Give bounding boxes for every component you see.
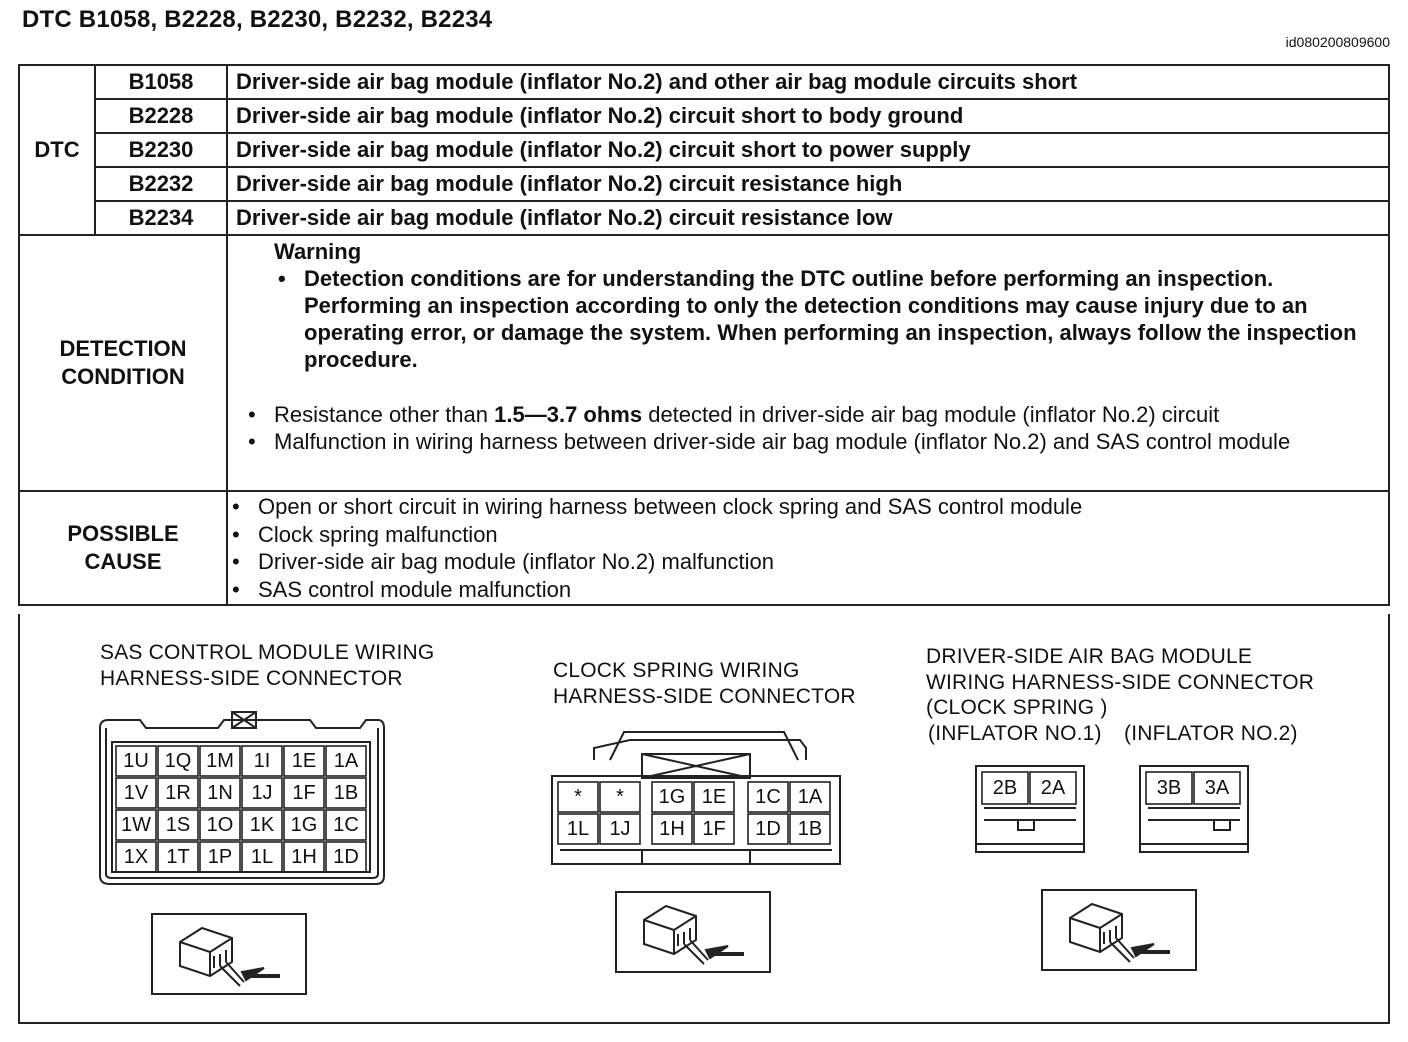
clock-connector-caption: CLOCK SPRING WIRING (553, 659, 800, 682)
sas-pin: 1K (249, 814, 275, 836)
inflator2-pin: 3A (1204, 777, 1230, 799)
sas-pin: 1O (206, 814, 234, 836)
cause-item: • Clock spring malfunction (228, 521, 1388, 549)
cause-list (228, 493, 1388, 603)
clock-pin: 1C (755, 786, 781, 808)
inflator1-pin: 2B (992, 777, 1018, 799)
dtc-description: Driver-side air bag module (inflator No.2) and other air bag module circuits short (227, 65, 1389, 99)
detection-label-line2: CONDITION (61, 364, 185, 389)
clock-pin: 1B (797, 818, 823, 840)
inflator1-label: (INFLATOR NO.1) (928, 722, 1102, 745)
sas-pin: 1V (123, 782, 149, 804)
warning-text: • Detection conditions are for understanding the DTC outline before performing an inspection. Performing an inspection according to only the detection conditions may cause injury due to an operating error, or damage the system. When performing an inspection, always follow the inspection procedure. (274, 265, 1378, 373)
sas-pin: 1U (123, 750, 149, 772)
clock-pin: 1F (702, 818, 726, 840)
dtc-label: DTC (19, 65, 95, 235)
cause-label-line2: CAUSE (84, 549, 162, 574)
sas-pin: 1L (250, 846, 274, 868)
dtc-table (18, 64, 1390, 606)
possible-cause-content (227, 491, 1389, 605)
sas-pin: 1M (206, 750, 234, 772)
dtc-description: Driver-side air bag module (inflator No.2) circuit resistance low (227, 201, 1389, 235)
sas-pin: 1J (251, 782, 273, 804)
cause-label-line1: POSSIBLE (67, 521, 179, 546)
cause-item: • SAS control module malfunction (228, 576, 1388, 604)
dtc-description: Driver-side air bag module (inflator No.2) circuit resistance high (227, 167, 1389, 201)
sas-pin: 1B (333, 782, 359, 804)
dtc-code: B2228 (95, 99, 227, 133)
inflator1-pin: 2A (1040, 777, 1066, 799)
sas-pin: 1H (291, 846, 317, 868)
sas-pin: 1Q (164, 750, 192, 772)
dtc-code: B2230 (95, 133, 227, 167)
sas-pin: 1A (333, 750, 359, 772)
sas-pin: 1S (165, 814, 191, 836)
cause-item: • Driver-side air bag module (inflator No.2) malfunction (228, 548, 1388, 576)
sas-pin: 1N (207, 782, 233, 804)
dtc-description: Driver-side air bag module (inflator No.2) circuit short to power supply (227, 133, 1389, 167)
sas-pin: 1W (121, 814, 151, 836)
sas-pin: 1P (207, 846, 233, 868)
sas-pin: 1G (290, 814, 318, 836)
document-id: id080200809600 (1285, 34, 1390, 50)
sas-pin: 1C (333, 814, 359, 836)
sas-pin: 1X (123, 846, 149, 868)
airbag-connector-caption: DRIVER-SIDE AIR BAG MODULE (926, 645, 1253, 668)
view-direction-icon (180, 904, 1170, 986)
warning-list (274, 265, 1378, 373)
condition-text: detected in driver-side air bag module (inflator No.2) circuit (642, 402, 1220, 427)
dtc-description: Driver-side air bag module (inflator No.2) circuit short to body ground (227, 99, 1389, 133)
clock-connector-caption: HARNESS-SIDE CONNECTOR (553, 685, 856, 708)
connector-diagram-panel (18, 614, 1390, 1024)
condition-text: Resistance other than (274, 402, 495, 427)
dtc-code: B2234 (95, 201, 227, 235)
clock-pin: * (574, 786, 582, 808)
inflator2-label: (INFLATOR NO.2) (1124, 722, 1298, 745)
detection-condition-content (227, 235, 1389, 491)
clock-pin: 1E (701, 786, 727, 808)
clock-pin: 1A (797, 786, 823, 808)
condition-list (244, 401, 1378, 455)
condition-item (244, 401, 1378, 428)
possible-cause-label (19, 491, 227, 605)
clock-pin: 1J (609, 818, 631, 840)
sas-connector-caption: HARNESS-SIDE CONNECTOR (100, 667, 403, 690)
clock-pin: * (616, 786, 624, 808)
airbag-connector-caption: (CLOCK SPRING ) (926, 696, 1108, 719)
clock-pin: 1G (658, 786, 686, 808)
cause-item: • Open or short circuit in wiring harness between clock spring and SAS control module (228, 493, 1388, 521)
sas-connector-caption: SAS CONTROL MODULE WIRING (100, 641, 435, 664)
dtc-code: B2232 (95, 167, 227, 201)
page-title: DTC B1058, B2228, B2230, B2232, B2234 (22, 6, 493, 33)
sas-pin: 1F (292, 782, 316, 804)
sas-pin: 1E (291, 750, 317, 772)
airbag-connector-caption: WIRING HARNESS-SIDE CONNECTOR (926, 671, 1315, 694)
clock-pin: 1D (755, 818, 781, 840)
detection-condition-label (19, 235, 227, 491)
sas-pin: 1R (165, 782, 191, 804)
sas-pin: 1D (333, 846, 359, 868)
dtc-code: B1058 (95, 65, 227, 99)
inflator2-pin: 3B (1156, 777, 1182, 799)
detection-label-line1: DETECTION (59, 336, 187, 361)
resistance-range: 1.5—3.7 ohms (494, 402, 643, 427)
condition-item: • Malfunction in wiring harness between driver-side air bag module (inflator No.2) and SAS control module (244, 428, 1378, 455)
clock-pin: 1H (659, 818, 685, 840)
warning-title: Warning (274, 239, 362, 264)
sas-pin: 1T (166, 846, 190, 868)
sas-pin: 1I (253, 750, 271, 772)
clock-pin: 1L (566, 818, 590, 840)
